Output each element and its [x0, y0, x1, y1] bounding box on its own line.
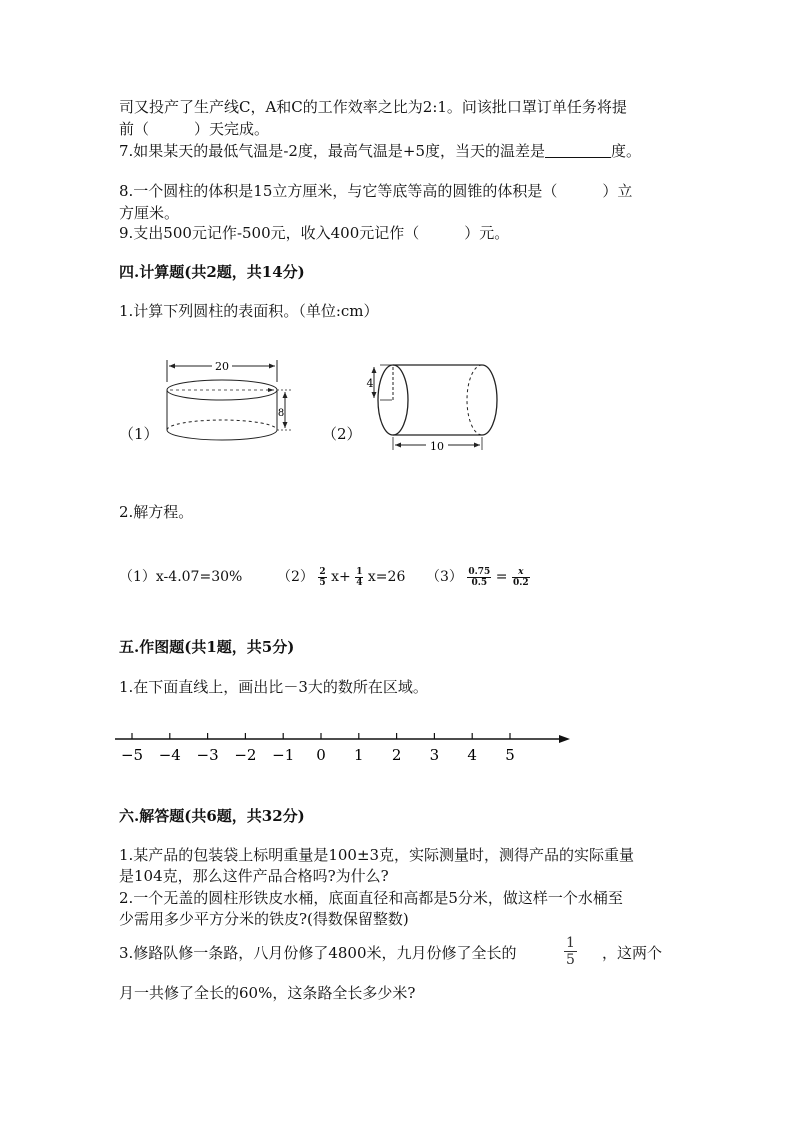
- section-6-q3-line-1-end: ，这两个: [602, 944, 663, 962]
- number-line-label: 5: [505, 746, 515, 764]
- section-6-q3-line-2: 月一共修了全长的60%，这条路全长多少米?: [119, 984, 416, 1002]
- fraction-x-0.2: $\frac{x}{0.2}$: [512, 566, 529, 588]
- section-6-q2-line-2: 少需用多少平方分米的铁皮?(得数保留整数): [119, 910, 409, 928]
- section-5-title: 五.作图题(共1题，共5分): [119, 638, 295, 656]
- equation-2-end: x=26: [367, 569, 406, 585]
- equation-1: （1）x-4.07=30%: [119, 569, 243, 585]
- equation-3: [426, 563, 530, 591]
- fraction-0.75-0.5: $\frac{0.75}{0.5}$: [468, 566, 491, 588]
- cylinder-figure-2: [360, 358, 510, 458]
- section-4-title: 四.计算题(共2题，共14分): [119, 263, 305, 281]
- number-line[interactable]: [115, 725, 575, 770]
- figure-2-length-label: 10: [430, 440, 444, 453]
- q7-text: 7.如果某天的最低气温是-2度，最高气温是+5度，当天的温差是: [119, 142, 546, 160]
- section-6-q3-line-1-text: 3.修路队修一条路，八月份修了4800米，九月份修了全长的: [119, 944, 517, 962]
- number-line-label: 4: [467, 746, 477, 764]
- q8-line-2: 方厘米。: [119, 204, 180, 222]
- section-6-q1-line-1: 1.某产品的包装袋上标明重量是100±3克，实际测量时，测得产品的实际重量: [119, 846, 635, 864]
- number-line-label: −1: [272, 746, 295, 764]
- number-line-label: 2: [391, 746, 402, 764]
- section-6-title: 六.解答题(共6题，共32分): [119, 807, 305, 825]
- section-6-q1-line-2: 是104克，那么这件产品合格吗?为什么?: [119, 867, 389, 885]
- figure-1-width-label: 20: [215, 360, 229, 373]
- arrow-right-icon: [559, 735, 570, 743]
- cylinder-figure-1: [160, 352, 300, 452]
- equation-2: [277, 563, 405, 591]
- q8-line-1: 8.一个圆柱的体积是15立方厘米，与它等底等高的圆锥的体积是（ ）立: [119, 182, 633, 200]
- q6-line-2: 前（ ）天完成。: [119, 120, 270, 138]
- fraction-2-5: $\frac{2}{5}$: [319, 566, 326, 588]
- equation-2-middle: x+: [331, 569, 351, 585]
- equation-3-label: （3）: [426, 569, 463, 585]
- section-4-question-2: 2.解方程。: [119, 503, 194, 521]
- number-line-label: 3: [429, 746, 440, 764]
- section-6-q2-line-1: 2.一个无盖的圆柱形铁皮水桶，底面直径和高都是5分米，做这样一个水桶至: [119, 889, 623, 907]
- equals-sign: =: [495, 569, 508, 585]
- number-line-label: −2: [234, 746, 257, 764]
- q9: 9.支出500元记作-500元，收入400元记作（ ）元。: [119, 224, 510, 242]
- figure-1-label: （1）: [119, 425, 159, 443]
- q7-answer-blank[interactable]: [545, 142, 611, 158]
- section-6-q3-fraction: $\frac{1}{5}$: [566, 935, 575, 968]
- figure-2-label: （2）: [322, 425, 362, 443]
- number-line-label: −3: [196, 746, 219, 764]
- number-line-label: −4: [158, 746, 181, 764]
- q6-line-1: 司又投产了生产线C，A和C的工作效率之比为2:1。问该批口罩订单任务将提: [119, 98, 627, 116]
- q7-unit: 度。: [611, 142, 642, 160]
- section-5-question-1: 1.在下面直线上，画出比－3大的数所在区域。: [119, 678, 428, 696]
- number-line-label: −5: [120, 746, 144, 764]
- figure-1-height-label: 8: [277, 408, 285, 419]
- number-line-label: 0: [316, 746, 326, 764]
- q7: [119, 141, 641, 161]
- figure-2-radius-label: 4: [366, 377, 374, 390]
- section-4-question-1: 1.计算下列圆柱的表面积。（单位:cm）: [119, 302, 379, 320]
- number-line-label: 1: [354, 746, 364, 764]
- equation-2-label: （2）: [277, 569, 314, 585]
- fraction-1-4: $\frac{1}{4}$: [356, 566, 363, 588]
